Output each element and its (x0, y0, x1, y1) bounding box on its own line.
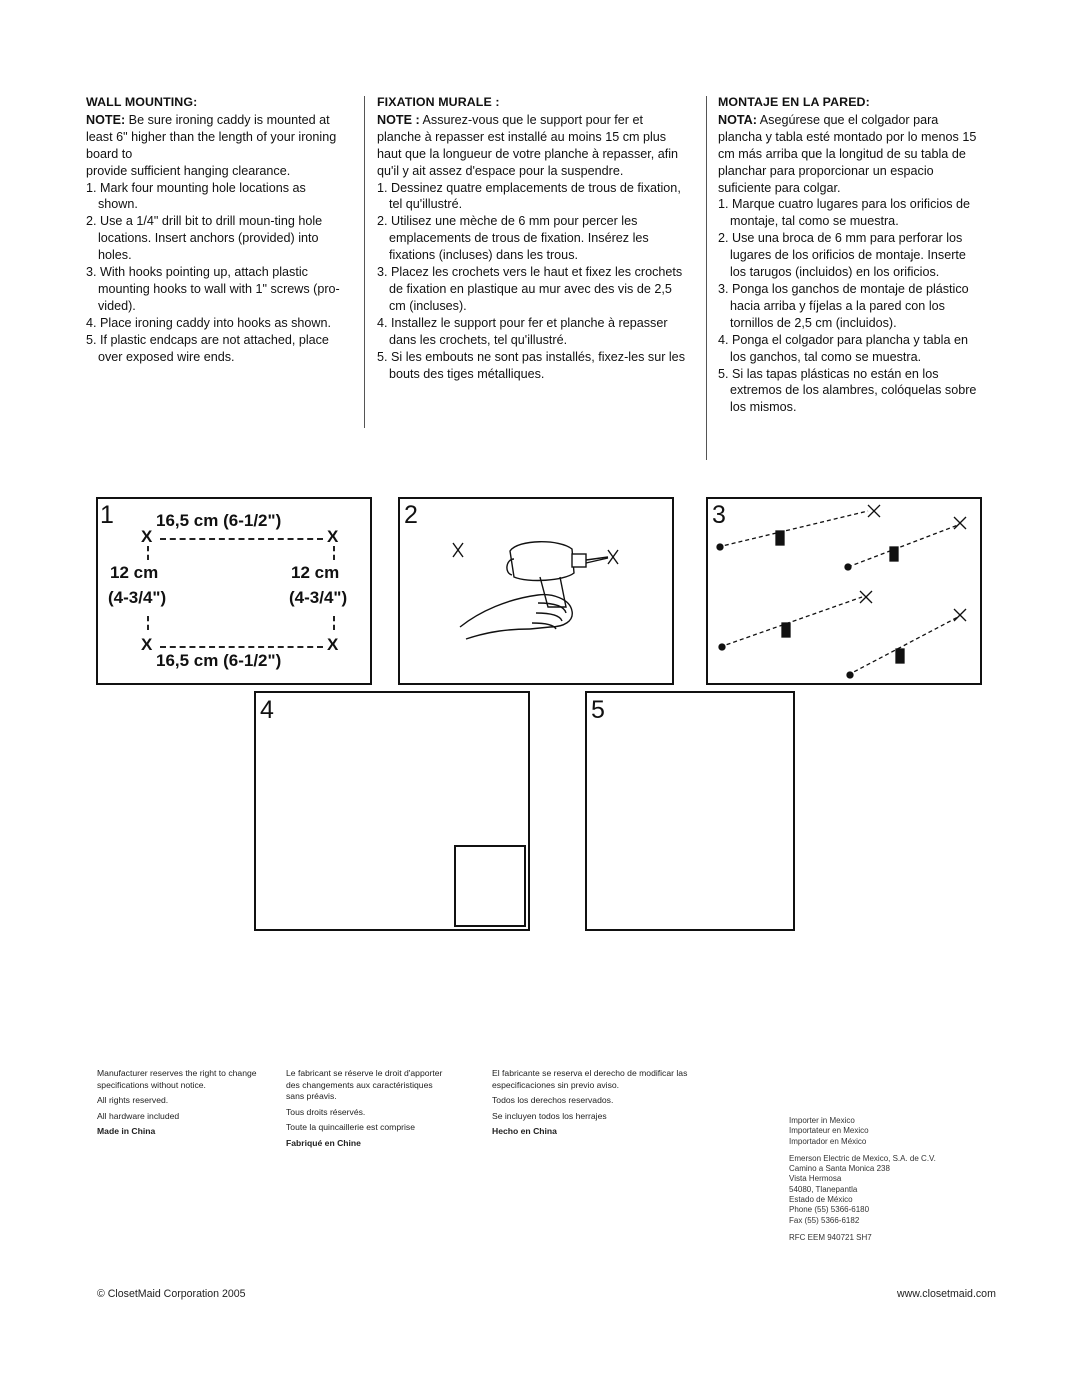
spanish-note-label: NOTA: (718, 112, 757, 127)
footer-fr-line: Tous droits réservés. (286, 1106, 366, 1117)
address-line: Phone (55) 5366-6180 (789, 1205, 870, 1215)
footer-english (97, 1068, 269, 1142)
panel-1-left-dash-top (147, 546, 149, 560)
french-step: 4. Installez le support pour fer et planche à repasser dans les crochets, tel qu'illustré. (377, 315, 668, 347)
english-steps (86, 180, 348, 366)
footer-spanish (492, 1068, 714, 1142)
english-step: 3. With hooks pointing up, attach plastic mounting hooks to wall with 1" screws (pro- vided). (86, 265, 340, 313)
footer-french (286, 1068, 444, 1153)
panel-4-inset (454, 845, 526, 927)
footer-es-line: Todos los derechos reservados. (492, 1095, 614, 1105)
footer-es-made-in: Hecho en China (492, 1126, 557, 1136)
panel-1-left-dash-bottom (147, 616, 149, 630)
panel-1-left-in: (4-3/4") (108, 588, 167, 607)
english-step: 1. Mark four mounting hole locations as shown. (86, 180, 306, 212)
footer-fr-line: Toute la quincaillerie est comprise (286, 1122, 415, 1132)
spanish-step: 1. Marque cuatro lugares para los orificios de montaje, tal como se muestra. (718, 197, 971, 229)
panel-1-bottom-measure: 16,5 cm (6-1/2") (156, 651, 282, 670)
english-note-text: Be sure ironing caddy is mounted at least 6" higher than the length of your ironing board to (86, 112, 337, 161)
french-step: 5. Si les embouts ne sont pas installés, fixez-les sur les bouts des tiges métalliques. (377, 349, 685, 381)
english-note-label: NOTE: (86, 112, 126, 127)
address-line: Estado de México (789, 1195, 853, 1205)
address-line: Vista Hermosa (789, 1174, 842, 1184)
panel-4-caddy (254, 691, 530, 931)
spanish-step: 5. Si las tapas plásticas no están en los extremos de los alambres, colóquelas sobre los mismos. (718, 366, 977, 415)
panel-4-number: 4 (260, 696, 274, 724)
panel-2-number: 2 (404, 501, 418, 529)
panel-1-number: 1 (100, 501, 114, 529)
english-heading: WALL MOUNTING: (86, 95, 198, 109)
panel-3-number: 3 (712, 501, 726, 529)
panel-1-top-dash (160, 538, 323, 540)
footer-fr-made-in: Fabriqué en Chine (286, 1137, 361, 1148)
french-heading: FIXATION MURALE : (377, 95, 500, 109)
spanish-step: 2. Use una broca de 6 mm para perforar los lugares de los orificios de montaje. Inserte los tarugos (incluidos) en los orificios. (718, 231, 966, 280)
spanish-heading: MONTAJE EN LA PARED: (718, 95, 870, 109)
address-line: Fax (55) 5366-6182 (789, 1215, 860, 1225)
english-note (86, 112, 348, 163)
french-note-text: Assurez-vous que le support pour fer et planche à repasser est installé au moins 15 cm plus haut que la longueur de votre planche à repasser, afin qu'il y ait assez d'espace pour la suspendre. (377, 112, 679, 178)
hooks-illustration-icon (708, 499, 980, 683)
footer-en-made-in: Made in China (97, 1126, 156, 1136)
french-step: 2. Utilisez une mèche de 6 mm pour percer les emplacements de trous de fixation. Insérez les fixations (incluses) dans les trous. (377, 214, 649, 263)
french-steps (377, 180, 685, 383)
panel-1-measurements (96, 497, 372, 685)
website-link[interactable]: www.closetmaid.com (897, 1288, 996, 1300)
english-step: 5. If plastic endcaps are not attached, place over exposed wire ends. (86, 332, 329, 364)
french-instructions (377, 94, 685, 382)
spanish-steps (718, 196, 980, 416)
rfc-code: RFC EEM 940721 SH7 (789, 1232, 872, 1242)
french-step: 3. Placez les crochets vers le haut et fixez les crochets de fixation en plastique au mur avec des vis de 2,5 cm (incluses). (377, 265, 683, 313)
panel-3-hooks (706, 497, 982, 685)
panel-1-mark-tr: X (327, 527, 339, 546)
spanish-step: 3. Ponga los ganchos de montaje de plástico hacia arriba y fíjelas a la pared con los tornillos de 2,5 cm (incluidos). (718, 281, 969, 330)
panel-1-mark-br: X (327, 635, 339, 654)
panel-1-right-dash-bottom (333, 616, 335, 630)
address-line: Emerson Electric de Mexico, S.A. de C.V. (789, 1153, 936, 1163)
panel-5-number: 5 (591, 696, 605, 724)
panel-1-right-cm: 12 cm (291, 563, 340, 582)
copyright: © ClosetMaid Corporation 2005 (97, 1288, 246, 1300)
panel-1-left-cm: 12 cm (110, 563, 159, 582)
english-step: 4. Place ironing caddy into hooks as shown. (86, 315, 332, 330)
panel-1-right-in: (4-3/4") (289, 588, 348, 607)
column-divider-2 (706, 96, 707, 460)
panel-1-bottom-dash (160, 646, 323, 648)
panel-1-top-measure: 16,5 cm (6-1/2") (156, 511, 282, 530)
footer-en-line: All hardware included (97, 1110, 180, 1121)
spanish-instructions (718, 94, 980, 416)
french-note-label: NOTE : (377, 112, 420, 127)
english-note-extra: provide sufficient hanging clearance. (86, 163, 291, 178)
panel-1-right-dash-top (333, 546, 335, 560)
spanish-step: 4. Ponga el colgador para plancha y tabla en los ganchos, tal como se muestra. (718, 332, 968, 364)
address-line: 54080, Tlanepantla (789, 1184, 858, 1194)
panel-2-drill (398, 497, 674, 685)
footer-es-line: Se incluyen todos los herrajes (492, 1110, 607, 1121)
address-line: Camino a Santa Monica 238 (789, 1164, 890, 1174)
column-divider-1 (364, 96, 365, 428)
panel-1-mark-bl: X (141, 635, 153, 654)
spanish-note (718, 112, 980, 197)
importer-address (789, 1154, 936, 1226)
importer-info (789, 1116, 936, 1250)
footer-en-line: Manufacturer reserves the right to change specifications without notice. (97, 1068, 257, 1090)
footer-en-line: All rights reserved. (97, 1095, 169, 1105)
importer-label: Importer in Mexico (789, 1116, 855, 1125)
importer-label: Importador en México (789, 1136, 867, 1146)
english-step: 2. Use a 1/4" drill bit to drill moun-ting hole locations. Insert anchors (provided) into holes. (86, 214, 323, 263)
english-instructions (86, 94, 348, 366)
drill-illustration-icon (400, 499, 672, 683)
importer-labels (789, 1116, 936, 1147)
panel-5-endcaps (585, 691, 795, 931)
french-step: 1. Dessinez quatre emplacements de trous de fixation, tel qu'illustré. (377, 180, 681, 212)
panel-1-mark-tl: X (141, 527, 153, 546)
footer-es-line: El fabricante se reserva el derecho de modificar las especificaciones sin previo aviso. (492, 1068, 688, 1090)
french-note (377, 112, 685, 180)
importer-label: Importateur en Mexico (789, 1126, 869, 1136)
spanish-note-text: Asegúrese que el colgador para plancha y tabla esté montado por lo menos 15 cm más arriba que la longitud de su tabla de planchar para proporcionar un espacio suficiente para colgar. (718, 112, 977, 195)
footer-fr-line: Le fabricant se réserve le droit d'apporter des changements aux caractéristiques sans préavis. (286, 1068, 443, 1101)
